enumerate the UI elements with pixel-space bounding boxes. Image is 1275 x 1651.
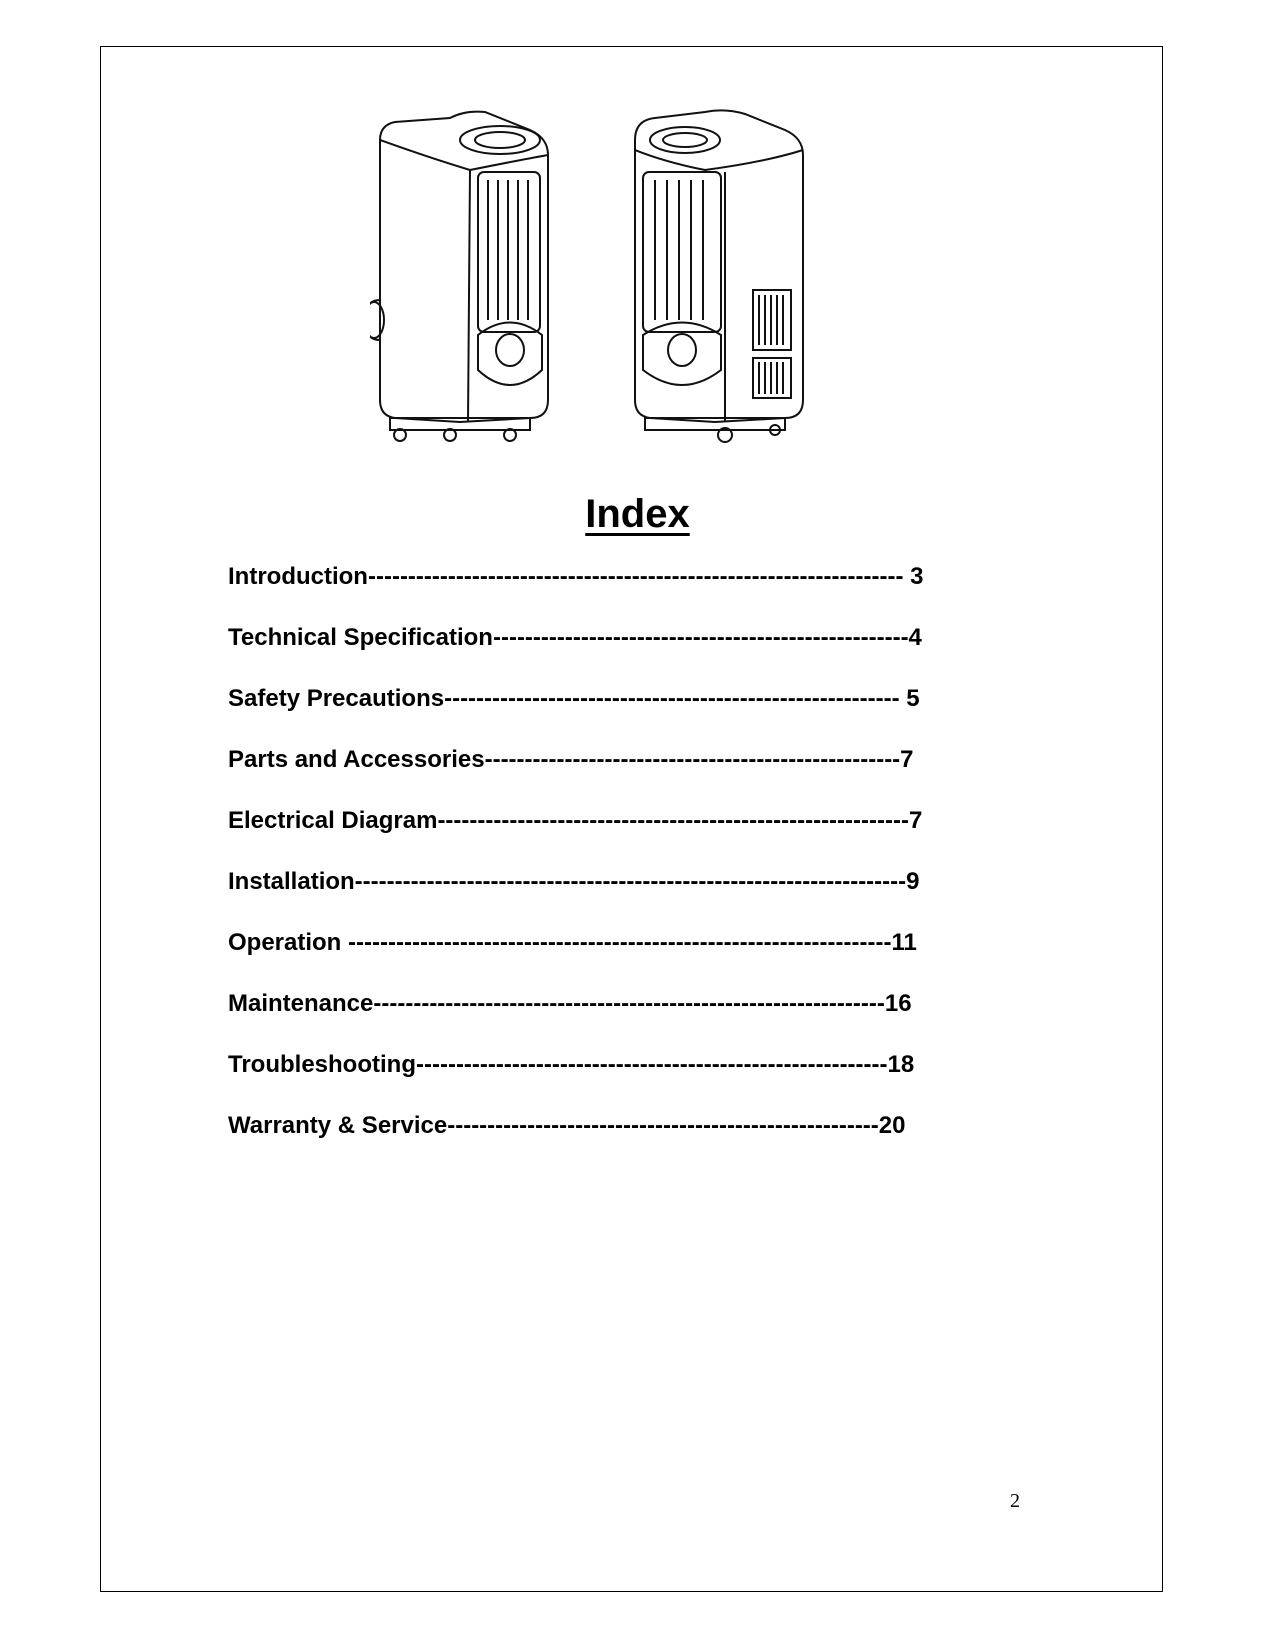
toc-entry-installation: Installation---------------------------------------------------------------------9: [228, 868, 920, 895]
index-title: Index: [585, 492, 690, 536]
toc-entry-parts-and-accessories: Parts and Accessories----------------------------------------------------7: [228, 746, 914, 773]
toc-entry-introduction: Introduction------------------------------------------------------------------- 3: [228, 563, 924, 590]
page-number: 2: [1010, 1490, 1020, 1512]
toc-entry-technical-specification: Technical Specification----------------------------------------------------4: [228, 624, 922, 651]
toc-entry-electrical-diagram: Electrical Diagram-----------------------------------------------------------7: [228, 807, 923, 834]
toc-entry-operation: Operation --------------------------------------------------------------------11: [228, 929, 917, 956]
toc-entry-warranty-and-service: Warranty & Service------------------------------------------------------20: [228, 1112, 906, 1139]
toc-entry-maintenance: Maintenance----------------------------------------------------------------16: [228, 990, 912, 1017]
air-conditioner-illustration: [370, 100, 850, 470]
unit-right: [635, 110, 803, 442]
toc-entry-troubleshooting: Troubleshooting-----------------------------------------------------------18: [228, 1051, 915, 1078]
unit-left: [370, 112, 548, 441]
table-of-contents: [228, 562, 1038, 1172]
toc-entry-safety-precautions: Safety Precautions--------------------------------------------------------- 5: [228, 685, 920, 712]
